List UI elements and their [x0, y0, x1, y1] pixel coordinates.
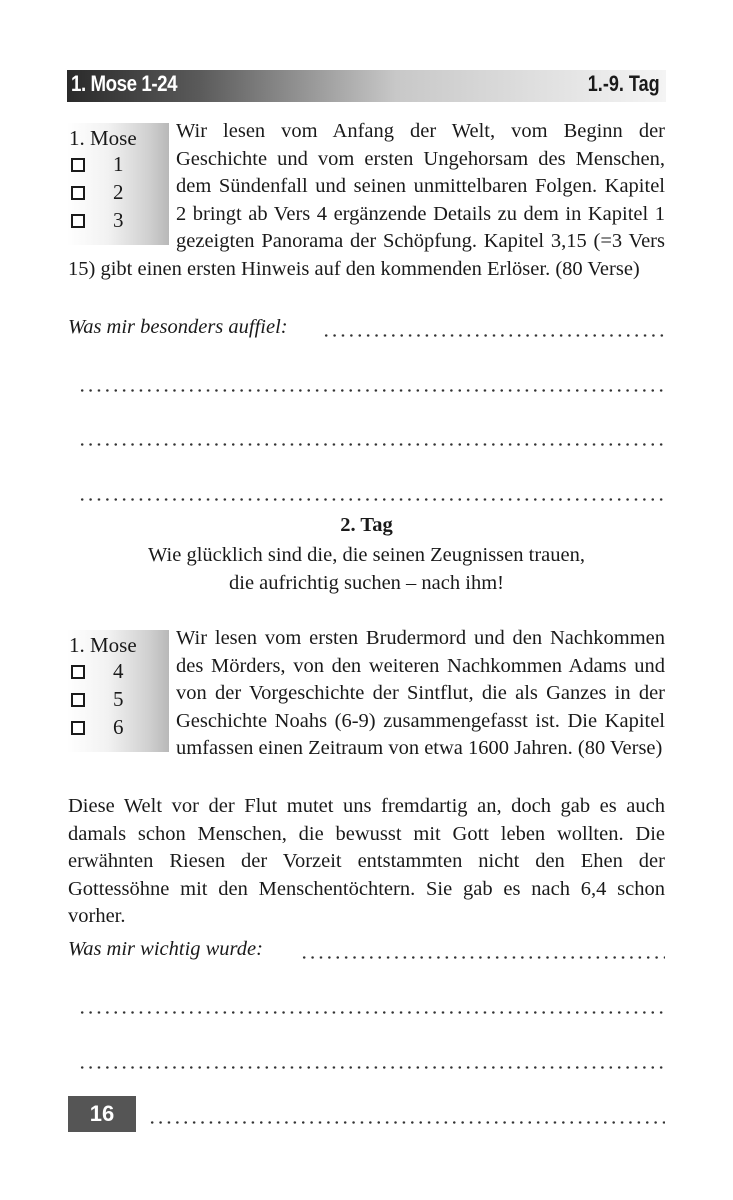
- note-prompt: Was mir wichtig wurde:: [68, 938, 263, 960]
- reading-box-title: 1. Mose: [69, 633, 137, 657]
- section2-text-block: [68, 625, 665, 763]
- verse-line: die aufrichtig suchen – nach ihm!: [229, 572, 504, 594]
- dotted-line[interactable]: [78, 498, 665, 501]
- dotted-line[interactable]: [148, 1121, 665, 1124]
- dotted-line[interactable]: [78, 1011, 665, 1014]
- reading-box-title: 1. Mose: [69, 126, 137, 150]
- chapter-number: 4: [113, 659, 124, 683]
- section1-text-block: [68, 118, 665, 283]
- chapter-number: 5: [113, 687, 124, 711]
- running-header: [67, 70, 666, 102]
- dotted-line[interactable]: [78, 389, 665, 392]
- day-title: 2. Tag: [340, 514, 393, 536]
- section1-description: Wir lesen vom Anfang der Welt, vom Beginn der Geschichte und vom ersten Ungehorsam des Menschen, dem Sündenfall und seinen unmittelbaren Folgen. Kapitel 2 bringt ab Vers 4 ergänzende Details zu dem in Kapitel 1 gezeigten Panorama der Schöpfung. Kapitel 3,15 (=3 Vers 15) gibt einen ersten Hinweis auf den kommenden Erlöser. (80 Verse): [68, 120, 665, 280]
- note-line: [68, 938, 665, 966]
- dotted-line[interactable]: [78, 443, 665, 446]
- dotted-line[interactable]: [78, 1066, 665, 1069]
- chapter-number: 1: [113, 152, 124, 176]
- note-line: [68, 316, 665, 344]
- note-prompt: Was mir besonders auffiel:: [68, 316, 288, 338]
- section2-description: Wir lesen vom ersten Brudermord und den Nachkommen des Mörders, von den weiteren Nachkommen Adams und von der Vorgeschichte der Sintflut, die als Ganzes in der Geschichte Noahs (6-9) zusammengefasst ist. Die Kapitel umfassen einen Zeitraum von etwa 1600 Jahren. (80 Verse): [176, 627, 665, 759]
- header-book-range: 1. Mose 1-24: [71, 71, 178, 96]
- dotted-line[interactable]: [300, 956, 665, 959]
- page-number: 16: [68, 1096, 136, 1132]
- chapter-number: 2: [113, 180, 124, 204]
- dotted-line[interactable]: [322, 334, 665, 337]
- chapter-number: 3: [113, 208, 124, 232]
- verse-line: Wie glücklich sind die, die seinen Zeugnissen trauen,: [148, 544, 585, 566]
- header-day-range: 1.-9. Tag: [588, 71, 660, 96]
- chapter-number: 6: [113, 715, 124, 739]
- section2-commentary: Diese Welt vor der Flut mutet uns fremdartig an, doch gab es auch damals schon Menschen, die bewusst mit Gott leben wollten. Die erwähnten Riesen der Vorzeit entstammten nicht den Ehen der Gottessöhne mit den Menschentöchtern. Sie gab es nach 6,4 schon vorher.: [68, 795, 665, 927]
